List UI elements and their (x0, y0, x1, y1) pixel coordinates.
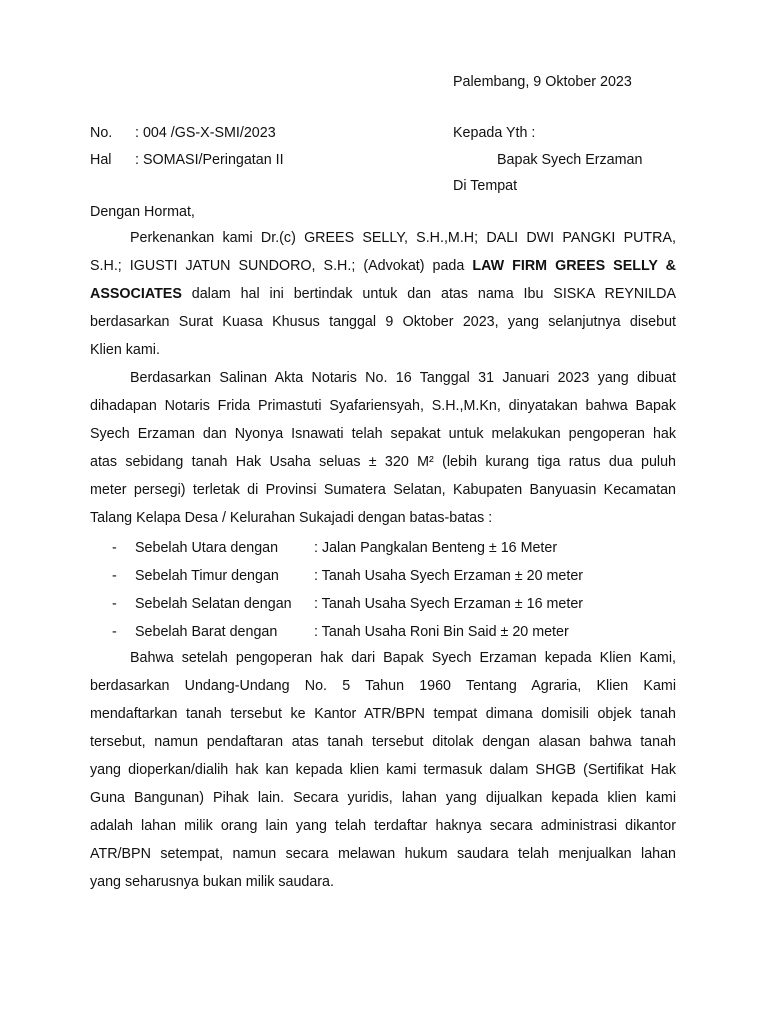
paragraph-3-line: tersebut, namun pendaftaran atas tanah tersebut ditolak dengan alasan bahwa tanah (90, 734, 676, 750)
paragraph-3-line: adalah lahan milik orang lain yang telah terdaftar haknya secara administrasi dikantor (90, 818, 676, 834)
boundary-value: : Tanah Usaha Syech Erzaman ± 20 meter (314, 568, 584, 584)
list-item (90, 618, 690, 646)
list-dash: - (112, 568, 117, 584)
paragraph-2-line: Berdasarkan Salinan Akta Notaris No. 16 Tanggal 31 Januari 2023 yang dibuat (130, 370, 676, 386)
paragraph-3-line: Bahwa setelah pengoperan hak dari Bapak Syech Erzaman kepada Klien Kami, (130, 650, 676, 666)
boundary-value: : Jalan Pangkalan Benteng ± 16 Meter (314, 540, 558, 556)
paragraph-2-line: atas sebidang tanah Hak Usaha seluas ± 320 M² (lebih kurang tiga ratus dua puluh (90, 454, 676, 470)
list-dash: - (112, 596, 117, 612)
paragraph-3-line: Guna Bangunan) Pihak lain. Secara yuridis, lahan yang dijualkan kepada klien kami (90, 790, 676, 806)
boundary-value: : Tanah Usaha Syech Erzaman ± 16 meter (314, 596, 584, 612)
paragraph-3-line: yang dioperkan/dialih hak kan kepada klien kami termasuk dalam SHGB (Sertifikat Hak (90, 762, 676, 778)
paragraph-1-line (90, 280, 676, 308)
greeting: Dengan Hormat, (90, 204, 195, 220)
boundary-label: Sebelah Selatan dengan (135, 596, 292, 612)
paragraph-2-line: dihadapan Notaris Frida Primastuti Syafariensyah, S.H.,M.Kn, dinyatakan bahwa Bapak (90, 398, 676, 414)
paragraph-1-line: berdasarkan Surat Kuasa Khusus tanggal 9 Oktober 2023, yang selanjutnya disebut (90, 314, 676, 330)
list-item (90, 534, 690, 562)
paragraph-2-line: meter persegi) terletak di Provinsi Sumatera Selatan, Kabupaten Banyuasin Kecamatan (90, 482, 676, 498)
paragraph-2 (90, 364, 676, 532)
no-label: No. (90, 125, 113, 141)
boundaries-list (90, 534, 690, 646)
no-value: : 004 /GS-X-SMI/2023 (135, 125, 276, 141)
list-item (90, 590, 690, 618)
paragraph-1-text: S.H.; IGUSTI JATUN SUNDORO, S.H.; (Advokat) pada (90, 258, 473, 274)
hal-value: : SOMASI/Peringatan II (135, 152, 284, 168)
paragraph-2-line: Talang Kelapa Desa / Kelurahan Sukajadi dengan batas-batas : (90, 510, 493, 526)
boundary-label: Sebelah Barat dengan (135, 624, 278, 640)
list-dash: - (112, 540, 117, 556)
list-item (90, 562, 690, 590)
law-firm-name: LAW FIRM GREES SELLY & (472, 258, 676, 274)
paragraph-3 (90, 644, 676, 896)
paragraph-3-line: yang seharusnya bukan milik saudara. (90, 874, 334, 890)
law-firm-name: ASSOCIATES (90, 286, 182, 302)
paragraph-1-line: Klien kami. (90, 342, 160, 358)
paragraph-1-line (90, 252, 676, 280)
paragraph-1 (90, 224, 676, 364)
place-date: Palembang, 9 Oktober 2023 (453, 74, 632, 90)
list-dash: - (112, 624, 117, 640)
paragraph-2-line: Syech Erzaman dan Nyonya Isnawati telah sepakat untuk melakukan pengoperan hak (90, 426, 676, 442)
boundary-value: : Tanah Usaha Roni Bin Said ± 20 meter (314, 624, 569, 640)
paragraph-1-line: Perkenankan kami Dr.(c) GREES SELLY, S.H.,M.H; DALI DWI PANGKI PUTRA, (130, 230, 676, 246)
paragraph-3-line: mendaftarkan tanah tersebut ke Kantor ATR/BPN tempat dimana domisili objek tanah (90, 706, 676, 722)
boundary-label: Sebelah Utara dengan (135, 540, 279, 556)
boundary-label: Sebelah Timur dengan (135, 568, 279, 584)
recipient-name: Bapak Syech Erzaman (497, 152, 643, 168)
di-tempat: Di Tempat (453, 178, 518, 194)
kepada-label: Kepada Yth : (453, 125, 536, 141)
paragraph-3-line: berdasarkan Undang-Undang No. 5 Tahun 1960 Tentang Agraria, Klien Kami (90, 678, 676, 694)
hal-label: Hal (90, 152, 112, 168)
paragraph-1-text: dalam hal ini bertindak untuk dan atas nama Ibu SISKA REYNILDA (181, 286, 676, 302)
paragraph-3-line: ATR/BPN setempat, namun secara melawan hukum saudara telah menjualkan lahan (90, 846, 676, 862)
